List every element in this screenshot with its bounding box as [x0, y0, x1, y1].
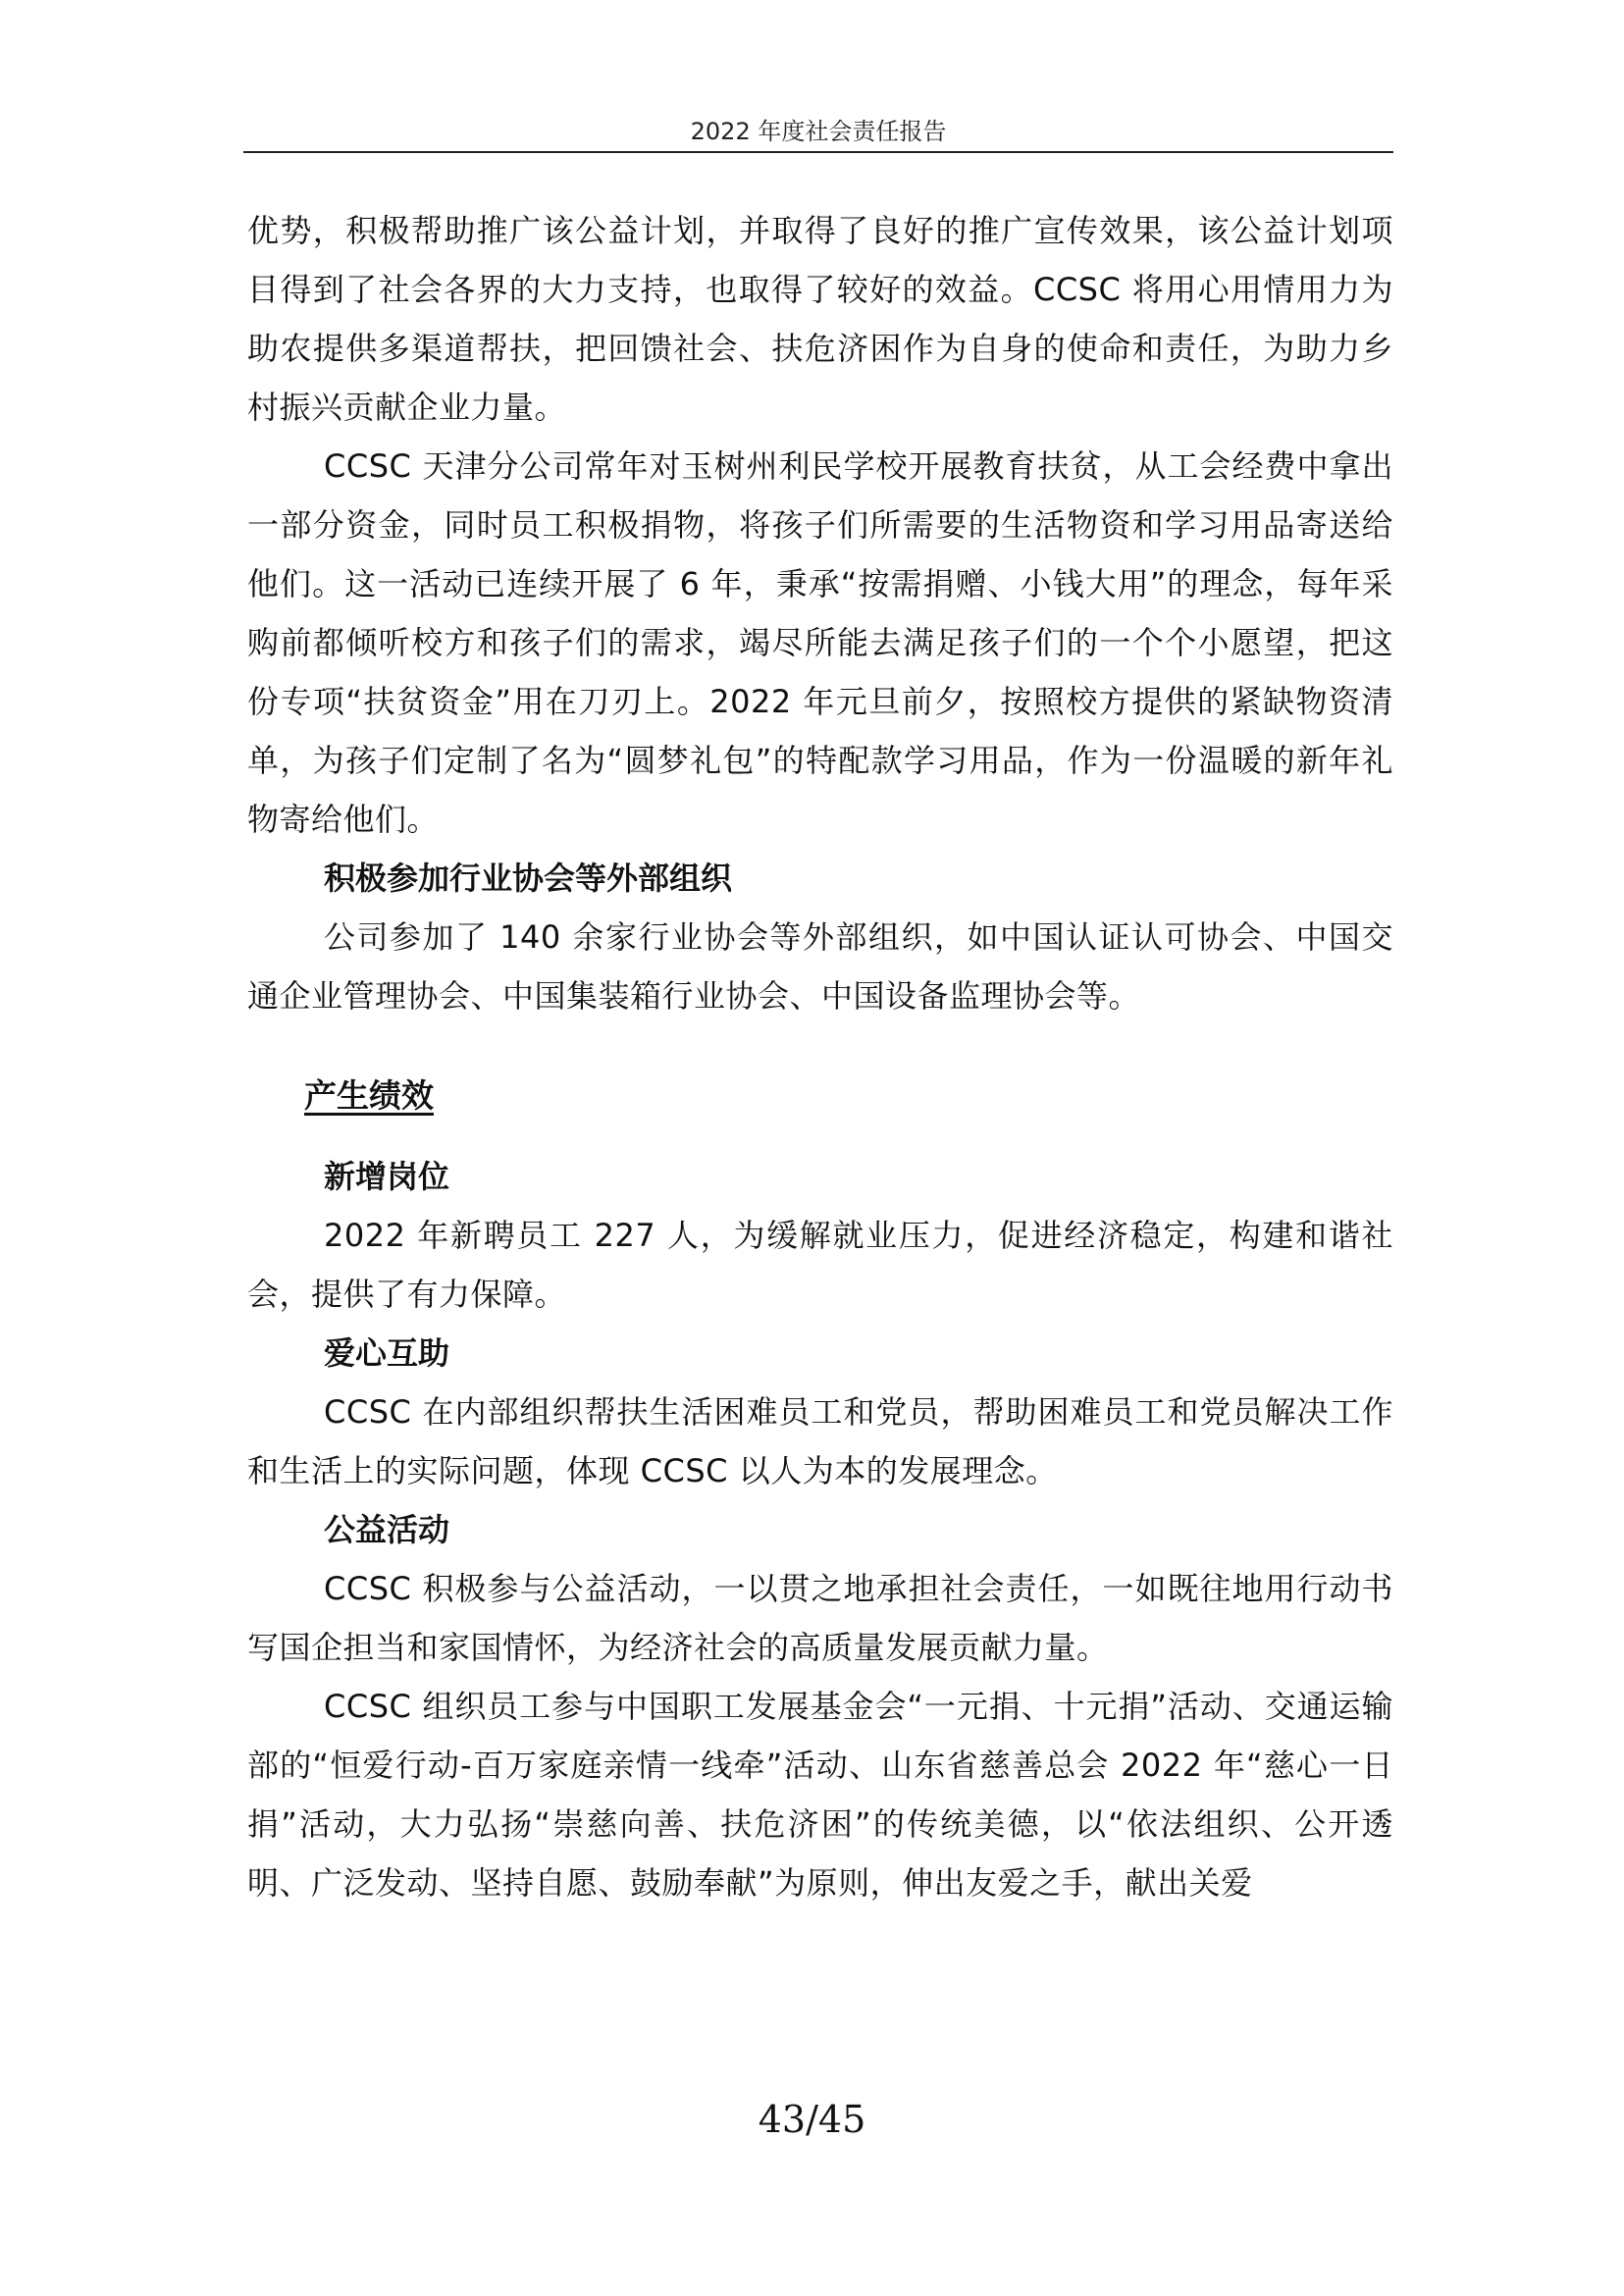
- page-number: 43/45: [758, 2098, 866, 2141]
- page-header-title: 2022 年度社会责任报告: [690, 118, 947, 145]
- subheading-charity: 公益活动: [324, 1511, 450, 1548]
- paragraph-donation-campaigns: CCSC 组织员工参与中国职工发展基金会“一元捐、十元捐”活动、交通运输部的“恒爱行动-百万家庭亲情一线牵”活动、山东省慈善总会 2022 年“慈心一日捐”活动，大力弘扬“崇慈向善、扶危济困”的传统美德，以“依法组织、公开透明、广泛发动、坚持自愿、鼓励奉献”为原则，伸出友爱之手，献出关爱: [247, 1688, 1393, 1902]
- spacer: [247, 1025, 1393, 1067]
- paragraph-continuation: 优势，积极帮助推广该公益计划，并取得了良好的推广宣传效果，该公益计划项目得到了社会各界的大力支持，也取得了较好的效益。CCSC 将用心用情用力为助农提供多渠道帮扶，把回馈社会、扶危济困作为自身的使命和责任，为助力乡村振兴贡献企业力量。: [247, 212, 1393, 426]
- paragraph-associations: 公司参加了 140 余家行业协会等外部组织，如中国认证认可协会、中国交通企业管理协会、中国集装箱行业协会、中国设备监理协会等。: [247, 918, 1393, 1015]
- spacer: [247, 1125, 1393, 1147]
- paragraph-charity: CCSC 积极参与公益活动，一以贯之地承担社会责任，一如既往地用行动书写国企担当和家国情怀，为经济社会的高质量发展贡献力量。: [247, 1570, 1393, 1666]
- paragraph-new-jobs: 2022 年新聘员工 227 人，为缓解就业压力，促进经济稳定，构建和谐社会，提供了有力保障。: [247, 1217, 1393, 1313]
- paragraph-tianjin-education: CCSC 天津分公司常年对玉树州利民学校开展教育扶贫，从工会经费中拿出一部分资金，同时员工积极捐物，将孩子们所需要的生活物资和学习用品寄送给他们。这一活动已连续开展了 6 年，秉承“按需捐赠、小钱大用”的理念，每年采购前都倾听校方和孩子们的需求，竭尽所能去满足孩子们的一个个小愿望，把这份专项“扶贫资金”用在刀刃上。2022 年元旦前夕，按照校方提供的紧缺物资清单，为孩子们定制了名为“圆梦礼包”的特配款学习用品，作为一份温暖的新年礼物寄给他们。: [247, 447, 1393, 838]
- page-body: [247, 201, 1393, 1912]
- subheading-industry-associations: 积极参加行业协会等外部组织: [324, 860, 733, 897]
- header-divider: [243, 151, 1393, 153]
- paragraph-mutual-aid: CCSC 在内部组织帮扶生活困难员工和党员，帮助困难员工和党员解决工作和生活上的实际问题，体现 CCSC 以人为本的发展理念。: [247, 1393, 1393, 1489]
- subheading-new-jobs: 新增岗位: [324, 1158, 450, 1195]
- section-title-performance: 产生绩效: [304, 1076, 434, 1115]
- subheading-mutual-aid: 爱心互助: [324, 1334, 450, 1372]
